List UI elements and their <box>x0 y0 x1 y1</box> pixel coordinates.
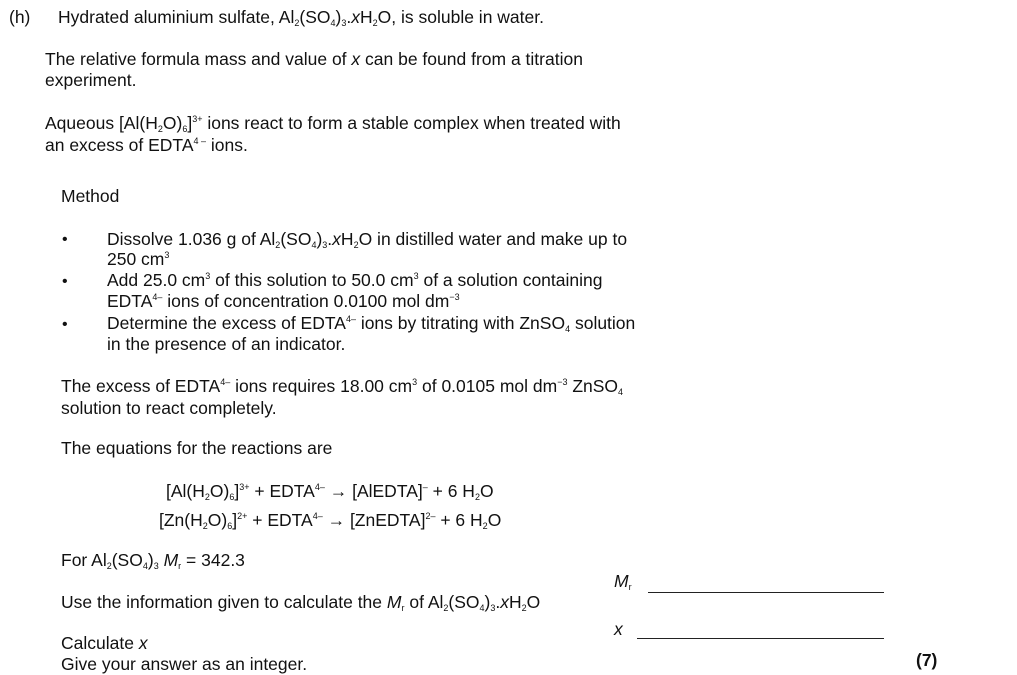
mr-given: For $Al_2(SO_4)_3$ $M_r = 342.3$ <box>61 550 245 571</box>
x-answer-line[interactable] <box>637 638 884 639</box>
task-calculate-x: Calculate x <box>61 633 148 653</box>
bullet-icon: • <box>62 273 68 290</box>
para-formula-mass: The relative formula mass and value of x can be found from a titration <box>45 49 583 69</box>
para-formula-mass-line2: experiment. <box>45 70 137 90</box>
method-step-2: Add 25.0 $cm^3$ of this solution to 50.0 $cm^3$ of a solution containing <box>107 270 603 290</box>
method-step-2-line2: $EDTA^{4-}$ ions of concentration 0.0100 mol $dm^{-3}$ <box>107 291 460 311</box>
excess-text-line2: solution to react completely. <box>61 398 277 418</box>
equation-zinc: $[Zn(H_2O)_6]^{2+}$ + $EDTA^{4-}$ → [ZnEDTA]$^{2-}$ + 6 $H_2O$ <box>159 510 502 531</box>
method-step-1-line2: 250 $cm^3$ <box>107 249 170 269</box>
task-calculate-mr: Use the information given to calculate the $M_r$ of $Al_2(SO_4)_3.xH_2O$ <box>61 592 541 613</box>
mr-answer-label: $M_r$ <box>614 571 632 592</box>
equations-heading: The equations for the reactions are <box>61 438 333 458</box>
para-complex: Aqueous $[Al(H_2O)_6]^{3+}$ ions react to form a stable complex when treated with <box>45 113 621 134</box>
excess-text: The excess of $EDTA^{4-}$ ions requires 18.00 $cm^3$ of 0.0105 mol $dm^{-3}$ ZnSO$_4$ <box>61 376 624 397</box>
para-complex-line2: an excess of $EDTA^{4 -}$ ions. <box>45 135 248 155</box>
method-step-3-line2: in the presence of an indicator. <box>107 334 346 354</box>
intro-text: Hydrated aluminium sulfate, $Al_2(SO_4)_3.xH_2O$, is soluble in water. <box>58 7 544 28</box>
x-answer-label: x <box>614 619 623 639</box>
task-integer-note: Give your answer as an integer. <box>61 654 308 674</box>
bullet-icon: • <box>62 231 68 248</box>
equation-aluminium: $[Al(H_2O)_6]^{3+}$ + $EDTA^{4-}$ → [AlEDTA]– + 6 $H_2O$ <box>166 481 494 502</box>
part-label: (h) <box>9 7 31 27</box>
mr-answer-line[interactable] <box>648 592 884 593</box>
marks-label: (7) <box>916 650 938 670</box>
method-heading: Method <box>61 186 120 206</box>
bullet-icon: • <box>62 316 68 333</box>
method-step-1: Dissolve 1.036 g of $Al_2(SO_4)_3.xH_2O$ in distilled water and make up to <box>107 229 628 250</box>
method-step-3: Determine the excess of $EDTA^{4-}$ ions by titrating with ZnSO$_4$ solution <box>107 313 636 334</box>
